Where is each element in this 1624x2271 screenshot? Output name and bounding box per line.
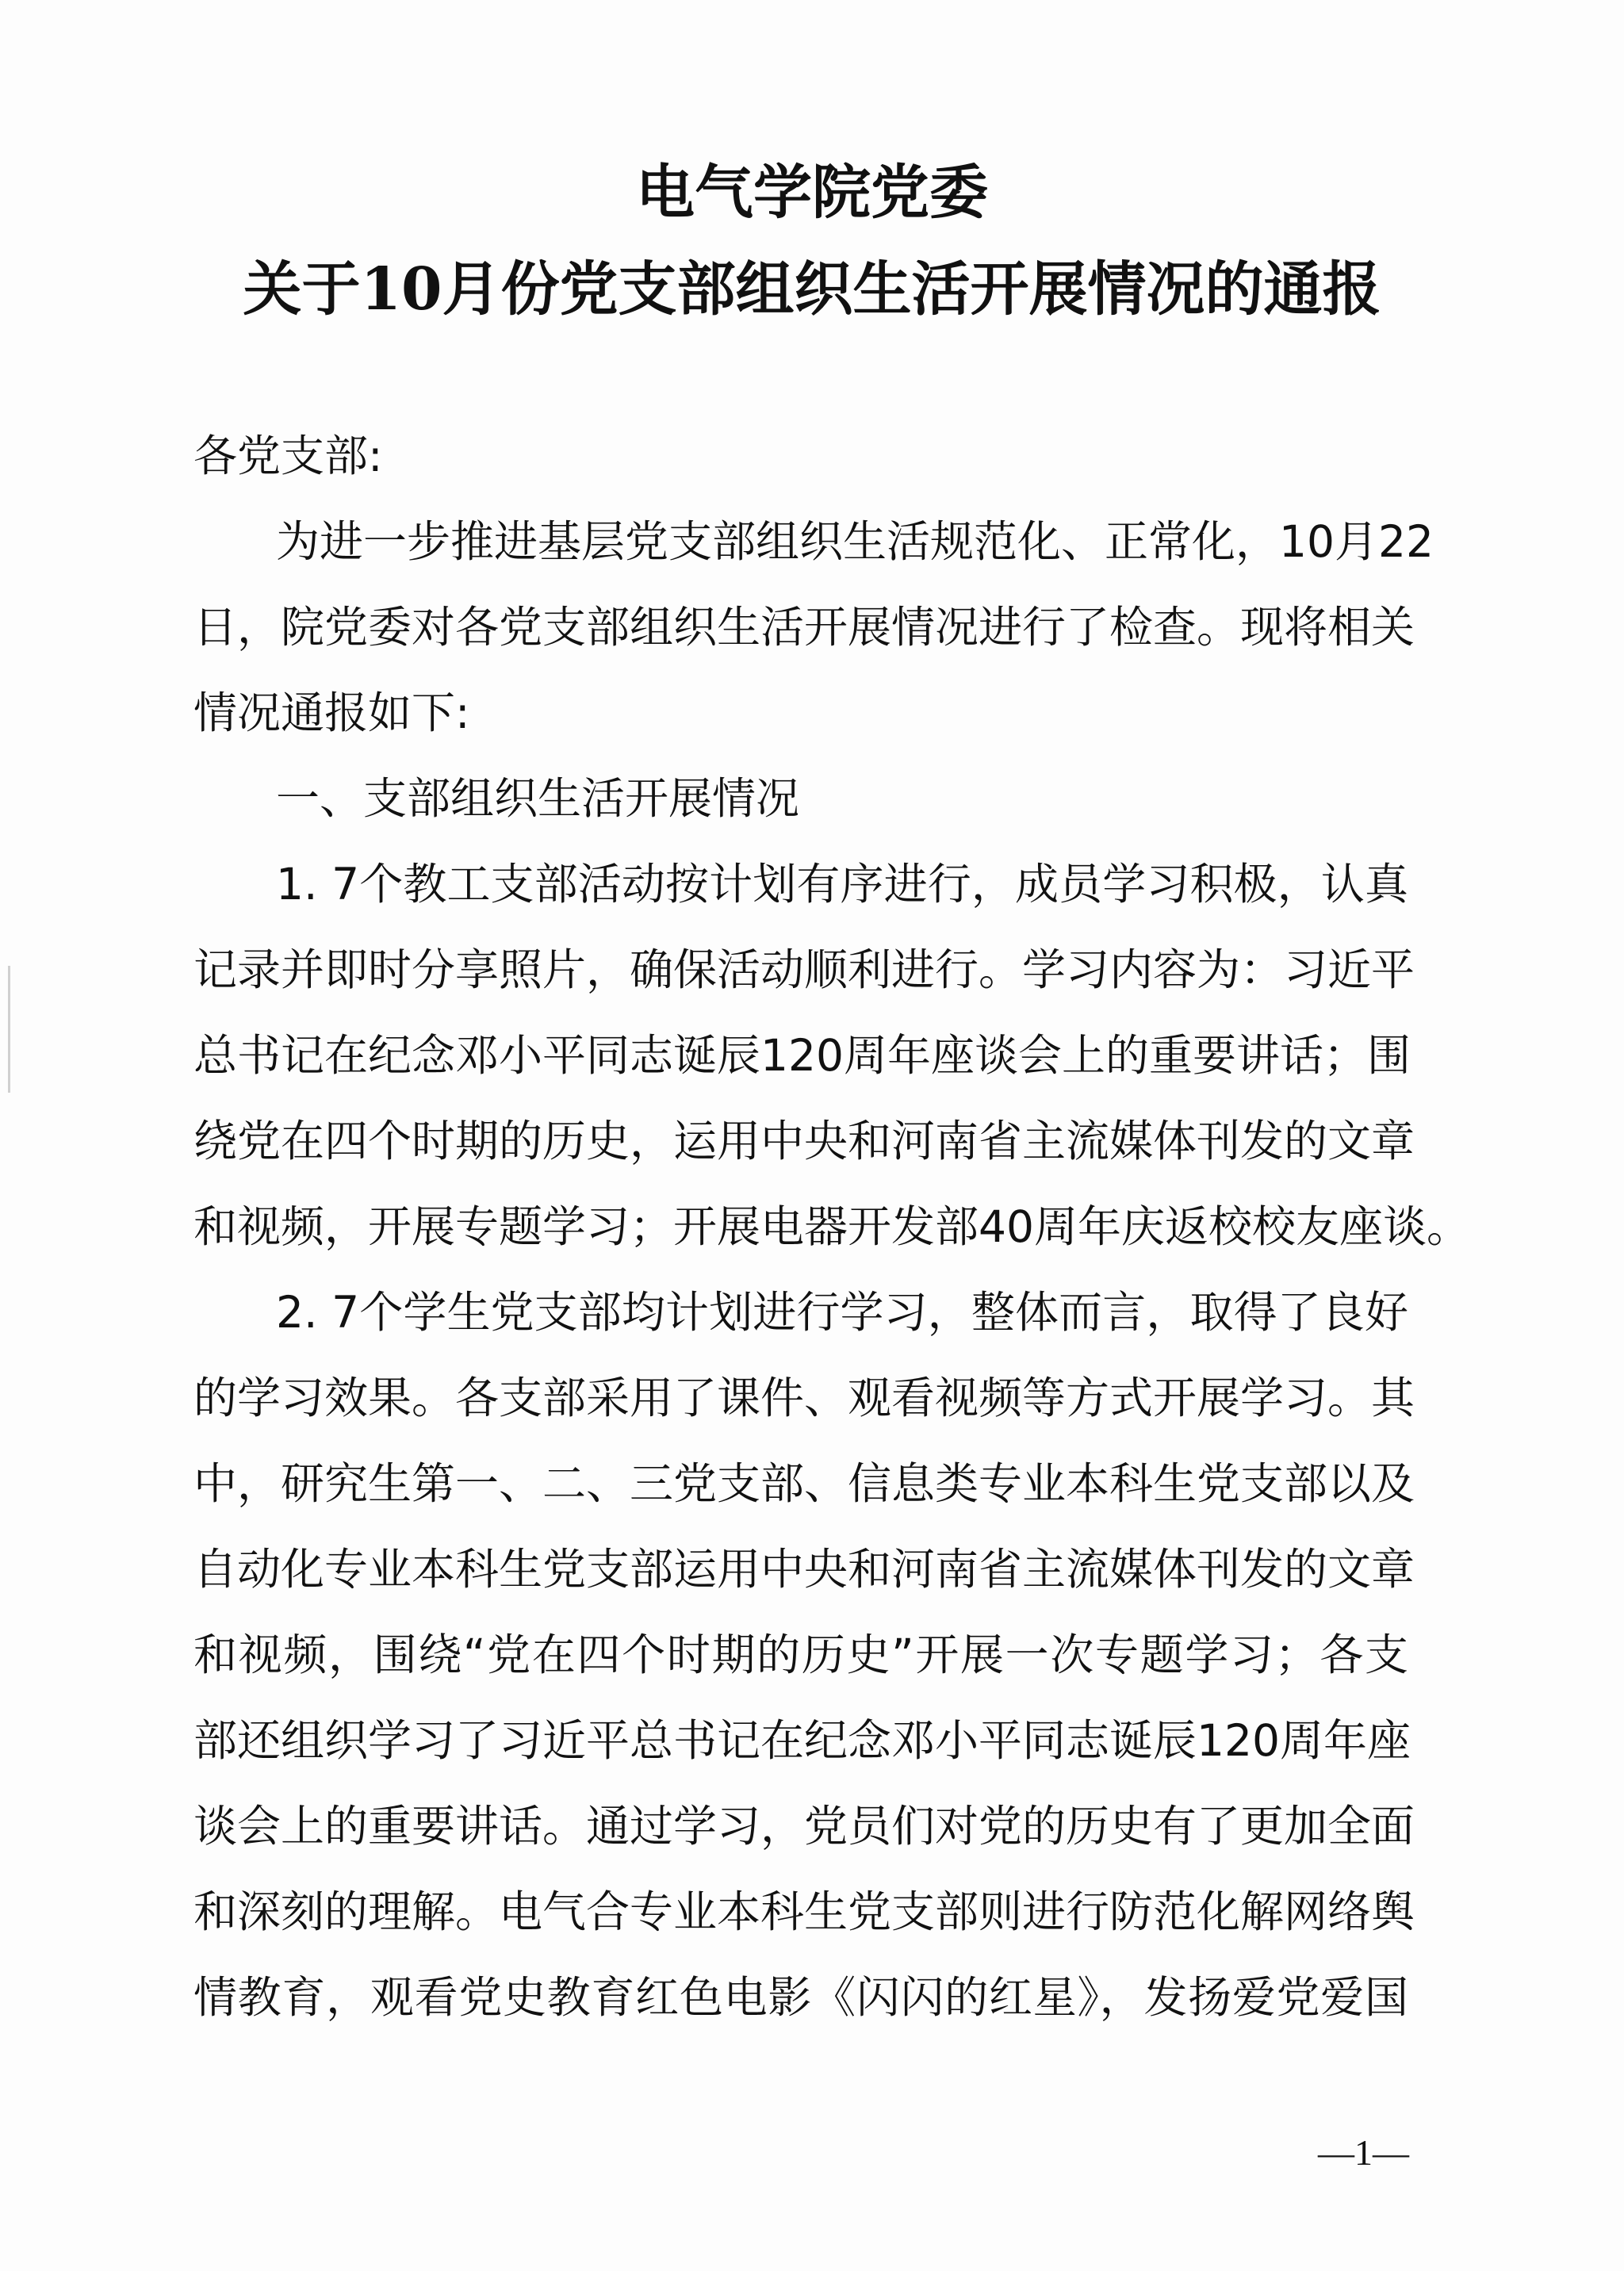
item-1-line: 绕党在四个时期的历史，运用中央和河南省主流媒体刊发的文章 (193, 1116, 1415, 1166)
item-2-line: 的学习效果。各支部采用了课件、观看视频等方式开展学习。其 (193, 1373, 1415, 1423)
intro-line: 日，院党委对各党支部组织生活开展情况进行了检查。现将相关 (193, 602, 1415, 653)
item-2-line: 和深刻的理解。电气合专业本科生党支部则进行防范化解网络舆 (193, 1886, 1415, 1937)
item-2-line: 情教育，观看党史教育红色电影《闪闪的红星》，发扬爱党爱国 (193, 1972, 1408, 2023)
scan-margin-mark (8, 966, 10, 1093)
item-1-line: 1. 7个教工支部活动按计划有序进行，成员学习积极，认真 (276, 859, 1408, 910)
salutation: 各党支部: (193, 431, 383, 481)
item-2-line: 和视频，围绕“党在四个时期的历史”开展一次专题学习；各支 (193, 1630, 1408, 1680)
intro-line: 情况通报如下: (193, 687, 470, 738)
item-1-line: 总书记在纪念邓小平同志诞辰120周年座谈会上的重要讲话；围 (193, 1030, 1411, 1081)
item-2-line: 中，研究生第一、二、三党支部、信息类专业本科生党支部以及 (193, 1458, 1415, 1509)
item-2-line: 部还组织学习了习近平总书记在纪念邓小平同志诞辰120周年座 (193, 1715, 1411, 1766)
item-2-line: 2. 7个学生党支部均计划进行学习，整体而言，取得了良好 (276, 1287, 1408, 1338)
section-heading: 一、支部组织生活开展情况 (276, 773, 800, 824)
document-title-line-1: 电气学院党委 (636, 159, 988, 227)
item-1-line: 记录并即时分享照片，确保活动顺利进行。学习内容为：习近平 (193, 944, 1415, 995)
item-2-line: 自动化专业本科生党支部运用中央和河南省主流媒体刊发的文章 (193, 1544, 1415, 1595)
item-2-line: 谈会上的重要讲话。通过学习，党员们对党的历史有了更加全面 (193, 1801, 1415, 1852)
document-title-line-2: 关于10月份党支部组织生活开展情况的通报 (243, 255, 1381, 324)
intro-line: 为进一步推进基层党支部组织生活规范化、正常化，10月22 (276, 516, 1434, 567)
item-1-line: 和视频，开展专题学习；开展电器开发部40周年庆返校校友座谈。 (193, 1201, 1470, 1252)
page-number: —1— (1318, 2132, 1409, 2173)
